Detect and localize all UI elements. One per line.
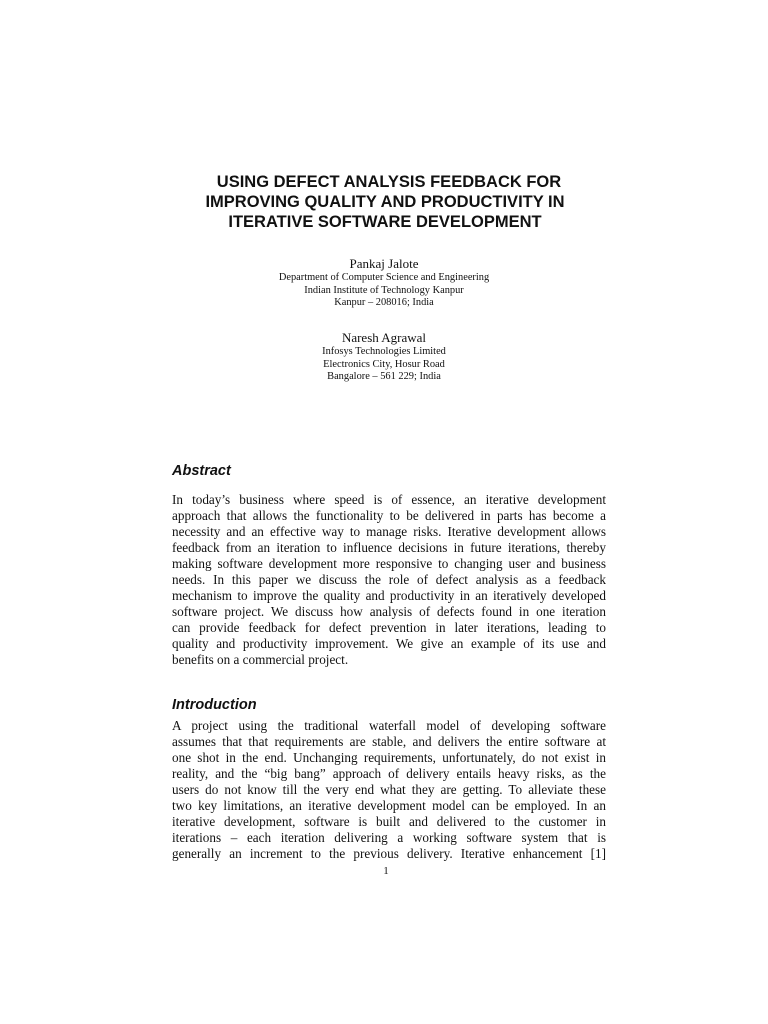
author-block-2 bbox=[184, 329, 584, 384]
text-line: reality, and the “big bang” approach of delivery entails heavy risks, as the bbox=[172, 766, 606, 781]
affiliation-line: Department of Computer Science and Engineering bbox=[278, 272, 490, 283]
author-block-1 bbox=[184, 255, 584, 310]
text-line: users do not know till the very end what they are getting. To alleviate these bbox=[172, 782, 606, 797]
text-line: necessity and an effective way to manage risks. Iterative development allows bbox=[172, 524, 606, 539]
text-line: making software development more responsive to changing user and business bbox=[172, 556, 606, 571]
text-line: iterative development, software is built and delivered to the customer in bbox=[172, 814, 606, 829]
text-line: needs. In this paper we discuss the role of defect analysis as a feedback bbox=[172, 572, 606, 587]
affiliation-line: Infosys Technologies Limited bbox=[322, 346, 446, 357]
abstract-heading: Abstract bbox=[172, 463, 231, 479]
page-number: 1 bbox=[383, 865, 389, 877]
text-line: approach that allows the functionality to be delivered in parts has become a bbox=[172, 508, 606, 523]
abstract-paragraph bbox=[172, 492, 606, 668]
text-line: benefits on a commercial project. bbox=[172, 652, 349, 667]
introduction-heading: Introduction bbox=[172, 697, 257, 713]
affiliation-line: Bangalore – 561 229; India bbox=[327, 371, 441, 382]
author-name: Pankaj Jalote bbox=[349, 256, 419, 271]
affiliation-line: Indian Institute of Technology Kanpur bbox=[304, 284, 464, 296]
text-line: generally an increment to the previous delivery. Iterative enhancement [1] bbox=[172, 846, 606, 861]
text-line: software project. We discuss how analysis of defects found in one iteration bbox=[172, 604, 606, 619]
paper-title bbox=[150, 172, 620, 232]
affiliation-line: Electronics City, Hosur Road bbox=[323, 358, 445, 370]
affiliation-line: Kanpur – 208016; India bbox=[334, 297, 434, 308]
title-line: IMPROVING QUALITY AND PRODUCTIVITY IN bbox=[205, 193, 565, 211]
text-line: A project using the traditional waterfall model of developing software bbox=[172, 718, 606, 733]
text-line: quality and productivity improvement. We give an example of its use and bbox=[172, 636, 606, 651]
text-line: In today’s business where speed is of essence, an iterative development bbox=[172, 492, 606, 507]
text-line: can provide feedback for defect prevention in later iterations, leading to bbox=[172, 620, 606, 635]
text-line: mechanism to improve the quality and productivity in an iteratively developed bbox=[172, 588, 606, 603]
text-line: assumes that that requirements are stable, and delivers the entire software at bbox=[172, 734, 606, 749]
introduction-paragraph bbox=[172, 718, 606, 862]
text-line: iterations – each iteration delivering a working software system that is bbox=[172, 830, 606, 845]
title-line: USING DEFECT ANALYSIS FEEDBACK FOR bbox=[216, 173, 562, 191]
author-name: Naresh Agrawal bbox=[341, 330, 427, 345]
text-line: two key limitations, an iterative development model can be employed. In an bbox=[172, 798, 606, 813]
text-line: one shot in the end. Unchanging requirements, unfortunately, do not exist in bbox=[172, 750, 606, 765]
title-line: ITERATIVE SOFTWARE DEVELOPMENT bbox=[228, 213, 542, 231]
text-line: feedback from an iteration to influence decisions in future iterations, thereby bbox=[172, 540, 606, 555]
